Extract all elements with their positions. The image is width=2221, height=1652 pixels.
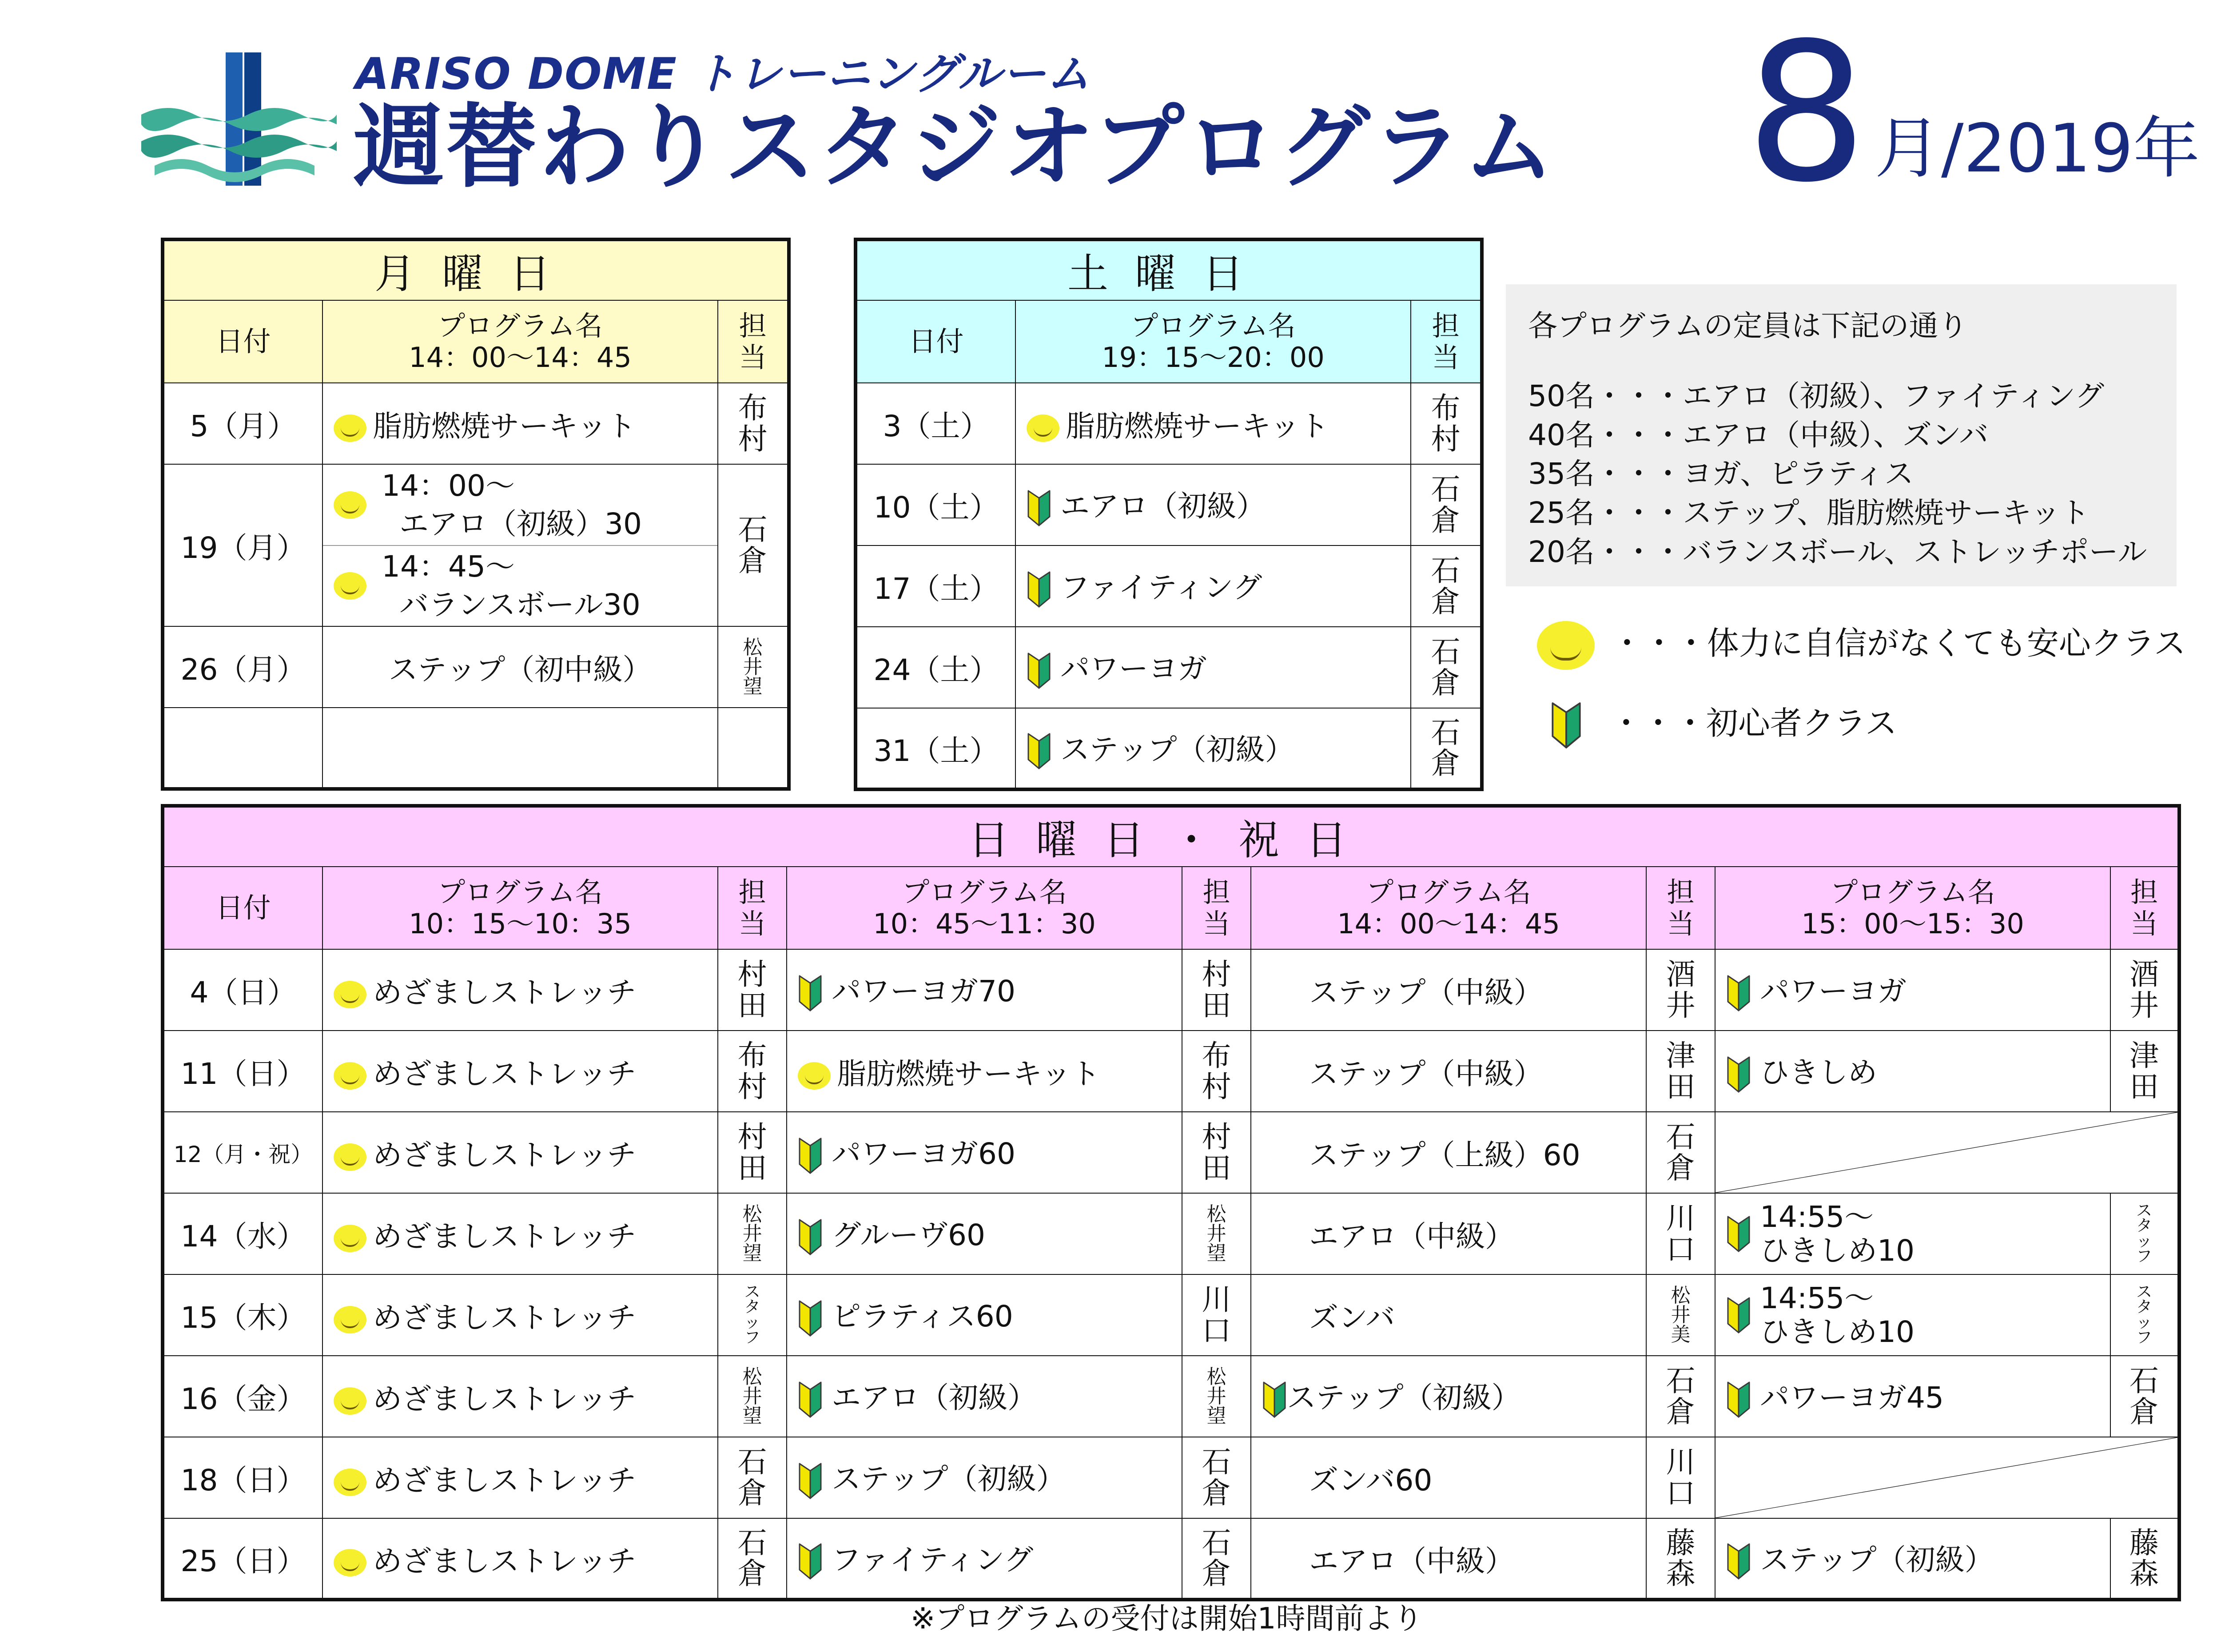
staff-cell: 村 田 (1182, 949, 1251, 1031)
smile-icon (1537, 621, 1595, 670)
date-cell: 11（日） (163, 1031, 322, 1112)
program-cell (787, 949, 1182, 1031)
col-staff-header: 担 当 (1411, 300, 1482, 383)
program-cell (1715, 1356, 2110, 1437)
staff-cell: ス タ ッ フ (718, 1274, 787, 1356)
program-cell (322, 708, 718, 789)
program-cell (1715, 1274, 2110, 1356)
date-cell: 24（土） (856, 627, 1015, 708)
date-cell: 25（日） (163, 1518, 322, 1600)
program-name: めざましストレッチ (373, 1219, 637, 1254)
smile-icon (1027, 414, 1059, 442)
table-row (163, 626, 789, 708)
col-program-header (787, 867, 1182, 949)
staff-cell: 津 田 (2110, 1031, 2179, 1112)
beginner-leaf-icon (1550, 701, 1582, 750)
program-cell (322, 464, 718, 626)
program-cell: ステップ（初中級） (322, 626, 718, 708)
program-cell: ステップ（中級） (1251, 949, 1646, 1031)
staff-cell: 石 倉 (1182, 1518, 1251, 1600)
capacity-info-box (1506, 284, 2177, 586)
col-program-header (1251, 867, 1646, 949)
staff-cell (718, 708, 789, 789)
program-name: パワーヨガ (1760, 974, 1907, 1009)
col-program-header (322, 300, 718, 383)
program-cell: エアロ（中級） (1251, 1193, 1646, 1274)
staff-cell: 藤 森 (1646, 1518, 1715, 1600)
program-slot-b (323, 545, 717, 626)
table-row (163, 1356, 2179, 1437)
beginner-leaf-icon (1027, 489, 1051, 527)
capacity-line: 20名・・・バランスボール、ストレッチポール (1528, 534, 2147, 569)
program-time: 14：45〜 (382, 549, 515, 584)
smile-icon (798, 1062, 831, 1090)
table-row (856, 627, 1482, 708)
col-staff-header: 担 当 (718, 867, 787, 949)
date-cell: 17（土） (856, 545, 1015, 627)
table-row (163, 1518, 2179, 1600)
date-cell: 15（木） (163, 1274, 322, 1356)
date-cell: 10（土） (856, 464, 1015, 545)
staff-cell: 村 田 (1182, 1112, 1251, 1193)
smile-icon (334, 1062, 366, 1090)
beginner-leaf-icon (798, 1462, 823, 1500)
program-cell (322, 1031, 718, 1112)
smile-icon (334, 981, 366, 1008)
beginner-leaf-icon (1726, 1215, 1751, 1253)
program-name: ステップ（初級） (1287, 1381, 1521, 1415)
smile-icon (334, 1387, 366, 1415)
table-row (163, 708, 789, 789)
capacity-line: 35名・・・ヨガ、ピラティス (1528, 457, 1914, 491)
col-program-label: プログラム名 (1130, 309, 1296, 342)
program-name: 脂肪燃焼サーキット (1066, 409, 1329, 443)
staff-cell: 藤 森 (2110, 1518, 2179, 1600)
program-cell: ステップ（中級） (1251, 1031, 1646, 1112)
col-time-label: 10：45〜11：30 (873, 908, 1096, 940)
program-cell: エアロ（中級） (1251, 1518, 1646, 1600)
program-cell (1715, 1518, 2110, 1600)
col-program-label: プログラム名 (438, 309, 603, 342)
program-slot-a (323, 465, 717, 545)
program-cell (1015, 708, 1411, 789)
table-row (163, 1437, 2179, 1518)
col-staff-header: 担 当 (718, 300, 789, 383)
staff-cell: 松 井 望 (1182, 1356, 1251, 1437)
program-name: ファイティング (832, 1542, 1034, 1577)
month-year-label: 月/2019年 (1875, 110, 2200, 187)
staff-cell: 松 井 望 (718, 626, 789, 708)
empty-slot-crossed (1715, 1112, 2179, 1193)
staff-cell: 石 倉 (1646, 1112, 1715, 1193)
program-cell (322, 949, 718, 1031)
beginner-leaf-icon (1726, 1296, 1751, 1334)
col-program-label: プログラム名 (902, 876, 1067, 908)
sunday-banner: 日曜日・祝日 (163, 806, 2179, 867)
program-cell (787, 1518, 1182, 1600)
date-cell: 12（月・祝） (163, 1112, 322, 1193)
date-cell: 26（月） (163, 626, 322, 708)
col-program-label: プログラム名 (1830, 876, 1995, 908)
program-name: ステップ（初級） (832, 1462, 1066, 1497)
program-cell (1715, 1193, 2110, 1274)
program-time: 14:55〜 (1760, 1199, 1874, 1234)
program-cell (787, 1356, 1182, 1437)
smile-icon (334, 491, 366, 519)
col-time-label: 14：00〜14：45 (1337, 908, 1560, 940)
staff-cell: 川 口 (1646, 1437, 1715, 1518)
date-cell: 19（月） (163, 464, 322, 626)
legend-smile-label: ・・・体力に自信がなくても安心クラス (1611, 625, 2186, 662)
ariso-dome-logo (141, 52, 337, 199)
staff-cell: 津 田 (1646, 1031, 1715, 1112)
staff-cell: 石 倉 (718, 1437, 787, 1518)
col-program-label: プログラム名 (438, 876, 603, 908)
program-name: エアロ（初級） (1060, 489, 1266, 524)
capacity-line: 25名・・・ステップ、脂肪燃焼サーキット (1528, 496, 2090, 530)
sunday-holiday-schedule-table (161, 804, 2181, 1601)
beginner-leaf-icon (1027, 570, 1051, 609)
col-time-label: 15：00〜15：30 (1801, 908, 2024, 940)
program-cell: ステップ（上級）60 (1251, 1112, 1646, 1193)
table-row (856, 464, 1482, 545)
page-title: 週替わりスタジオプログラム (353, 95, 1556, 200)
staff-cell: 石 倉 (1411, 545, 1482, 627)
staff-cell: 川 口 (1646, 1193, 1715, 1274)
monday-schedule-table (161, 238, 791, 791)
col-staff-header: 担 当 (2110, 867, 2179, 949)
beginner-leaf-icon (798, 1542, 823, 1580)
date-cell: 16（金） (163, 1356, 322, 1437)
program-name: めざましストレッチ (373, 1138, 637, 1172)
beginner-leaf-icon (798, 1381, 823, 1419)
table-row (856, 383, 1482, 464)
program-name: パワーヨガ45 (1760, 1381, 1944, 1415)
legend-leaf-label: ・・・初心者クラス (1610, 705, 1897, 742)
program-name: めざましストレッチ (373, 975, 637, 1010)
program-name: ステップ（初級） (1760, 1542, 1994, 1577)
diagonal-slash (1716, 1437, 2177, 1518)
smile-icon (334, 1549, 366, 1576)
program-name: エアロ（初級）30 (399, 506, 642, 541)
program-cell (787, 1274, 1182, 1356)
staff-cell: 布 村 (718, 1031, 787, 1112)
program-cell (1015, 627, 1411, 708)
staff-cell: 松 井 望 (1182, 1193, 1251, 1274)
program-cell (1015, 545, 1411, 627)
col-date-header: 日付 (856, 300, 1015, 383)
saturday-schedule-table (854, 238, 1484, 791)
staff-cell: 布 村 (718, 383, 789, 464)
program-cell: ズンバ (1251, 1274, 1646, 1356)
date-cell (163, 708, 322, 789)
date-cell: 31（土） (856, 708, 1015, 789)
staff-cell: 村 田 (718, 949, 787, 1031)
program-name: パワーヨガ (1060, 652, 1207, 686)
program-name: グルーヴ60 (832, 1218, 986, 1253)
program-cell (1015, 383, 1411, 464)
legend-smile (1537, 617, 2186, 670)
capacity-intro: 各プログラムの定員は下記の通り (1528, 309, 1968, 343)
col-staff-header: 担 当 (1646, 867, 1715, 949)
table-row (163, 949, 2179, 1031)
date-cell: 14（水） (163, 1193, 322, 1274)
program-cell (322, 1518, 718, 1600)
program-name: 脂肪燃焼サーキット (837, 1057, 1100, 1091)
program-cell (787, 1112, 1182, 1193)
program-name: バランスボール30 (399, 587, 641, 622)
program-name: ひきしめ10 (1760, 1314, 1915, 1349)
staff-cell: 松 井 望 (718, 1193, 787, 1274)
program-cell: ズンバ60 (1251, 1437, 1646, 1518)
program-time: 14:55〜 (1760, 1281, 1874, 1315)
program-cell (787, 1031, 1182, 1112)
program-name: ひきしめ10 (1760, 1233, 1915, 1268)
staff-cell: 石 倉 (2110, 1356, 2179, 1437)
col-program-header (322, 867, 718, 949)
saturday-banner: 土曜日 (856, 239, 1482, 300)
beginner-leaf-icon (1726, 1055, 1751, 1094)
staff-cell: 川 口 (1182, 1274, 1251, 1356)
brand-subtitle: ARISO DOME トレーニングルーム (355, 49, 1091, 100)
empty-slot-crossed (1715, 1437, 2179, 1518)
program-name: パワーヨガ70 (832, 974, 1015, 1009)
smile-icon (334, 414, 366, 442)
col-date-header: 日付 (163, 300, 322, 383)
beginner-leaf-icon (1726, 974, 1751, 1012)
program-name: ピラティス60 (832, 1299, 1013, 1334)
col-staff-header: 担 当 (1182, 867, 1251, 949)
program-name: ステップ（初級） (1060, 732, 1294, 767)
footer-note: ※プログラムの受付は開始1時間前より (911, 1601, 1423, 1636)
program-cell (322, 1437, 718, 1518)
col-program-header (1715, 867, 2110, 949)
date-cell: 18（日） (163, 1437, 322, 1518)
date-cell: 3（土） (856, 383, 1015, 464)
program-name: エアロ（初級） (832, 1381, 1037, 1415)
table-row (163, 383, 789, 464)
program-cell (322, 1356, 718, 1437)
table-row (163, 1112, 2179, 1193)
staff-cell: ス タ ッ フ (2110, 1193, 2179, 1274)
program-name: めざましストレッチ (373, 1544, 637, 1578)
program-name: パワーヨガ60 (832, 1137, 1015, 1171)
beginner-leaf-icon (1262, 1381, 1287, 1419)
program-time: 14：00〜 (382, 468, 515, 503)
program-cell (787, 1193, 1182, 1274)
program-name: めざましストレッチ (373, 1301, 637, 1335)
program-name: めざましストレッチ (373, 1463, 637, 1497)
program-name: めざましストレッチ (373, 1057, 637, 1091)
staff-cell: 石 倉 (1182, 1437, 1251, 1518)
beginner-leaf-icon (1726, 1381, 1751, 1419)
staff-cell: 布 村 (1411, 383, 1482, 464)
program-name: 脂肪燃焼サーキット (373, 409, 636, 443)
col-program-header (1015, 300, 1411, 383)
month-number: 8 (1746, 2, 1867, 224)
program-cell (1015, 464, 1411, 545)
program-name: めざましストレッチ (373, 1382, 637, 1416)
program-cell (322, 383, 718, 464)
col-time-label: 14：00〜14：45 (409, 341, 632, 374)
beginner-leaf-icon (1726, 1542, 1751, 1580)
smile-icon (334, 1469, 366, 1496)
col-program-label: プログラム名 (1366, 876, 1531, 908)
beginner-leaf-icon (1027, 652, 1051, 690)
program-cell (1251, 1356, 1646, 1437)
program-cell (787, 1437, 1182, 1518)
staff-cell: 布 村 (1182, 1031, 1251, 1112)
table-row (856, 545, 1482, 627)
table-row (163, 1031, 2179, 1112)
col-time-label: 19：15〜20：00 (1102, 341, 1325, 374)
table-row (163, 1274, 2179, 1356)
beginner-leaf-icon (798, 974, 823, 1012)
date-cell: 5（月） (163, 383, 322, 464)
diagonal-slash (1716, 1112, 2177, 1193)
table-row (856, 708, 1482, 789)
program-cell (1715, 1031, 2110, 1112)
staff-cell: 村 田 (718, 1112, 787, 1193)
smile-icon (334, 1225, 366, 1252)
staff-cell: 石 倉 (1411, 464, 1482, 545)
table-row (163, 464, 789, 626)
program-name: ひきしめ (1760, 1055, 1877, 1090)
staff-cell: 酒 井 (2110, 949, 2179, 1031)
beginner-leaf-icon (798, 1137, 823, 1175)
col-time-label: 10：15〜10：35 (409, 908, 632, 940)
monday-banner: 月曜日 (163, 239, 789, 300)
smile-icon (334, 572, 366, 600)
program-cell (322, 1193, 718, 1274)
program-cell (322, 1274, 718, 1356)
capacity-line: 50名・・・エアロ（初級）、ファイティング (1528, 378, 2105, 413)
table-row (163, 1193, 2179, 1274)
program-cell (322, 1112, 718, 1193)
staff-cell: ス タ ッ フ (2110, 1274, 2179, 1356)
staff-cell: 松 井 美 (1646, 1274, 1715, 1356)
staff-cell: 石 倉 (1646, 1356, 1715, 1437)
staff-cell: 石 倉 (1411, 627, 1482, 708)
beginner-leaf-icon (798, 1218, 823, 1256)
legend-leaf (1550, 697, 1897, 750)
staff-cell: 石 倉 (718, 464, 789, 626)
date-cell: 4（日） (163, 949, 322, 1031)
program-cell (1715, 949, 2110, 1031)
staff-cell: 石 倉 (1411, 708, 1482, 789)
staff-cell: 酒 井 (1646, 949, 1715, 1031)
staff-cell: 松 井 望 (718, 1356, 787, 1437)
program-name: ファイティング (1060, 570, 1262, 605)
smile-icon (334, 1306, 366, 1334)
beginner-leaf-icon (798, 1299, 823, 1338)
staff-cell: 石 倉 (718, 1518, 787, 1600)
capacity-line: 40名・・・エアロ（中級）、ズンバ (1528, 418, 1989, 452)
smile-icon (334, 1143, 366, 1171)
col-date-header: 日付 (163, 867, 322, 949)
beginner-leaf-icon (1027, 732, 1051, 770)
